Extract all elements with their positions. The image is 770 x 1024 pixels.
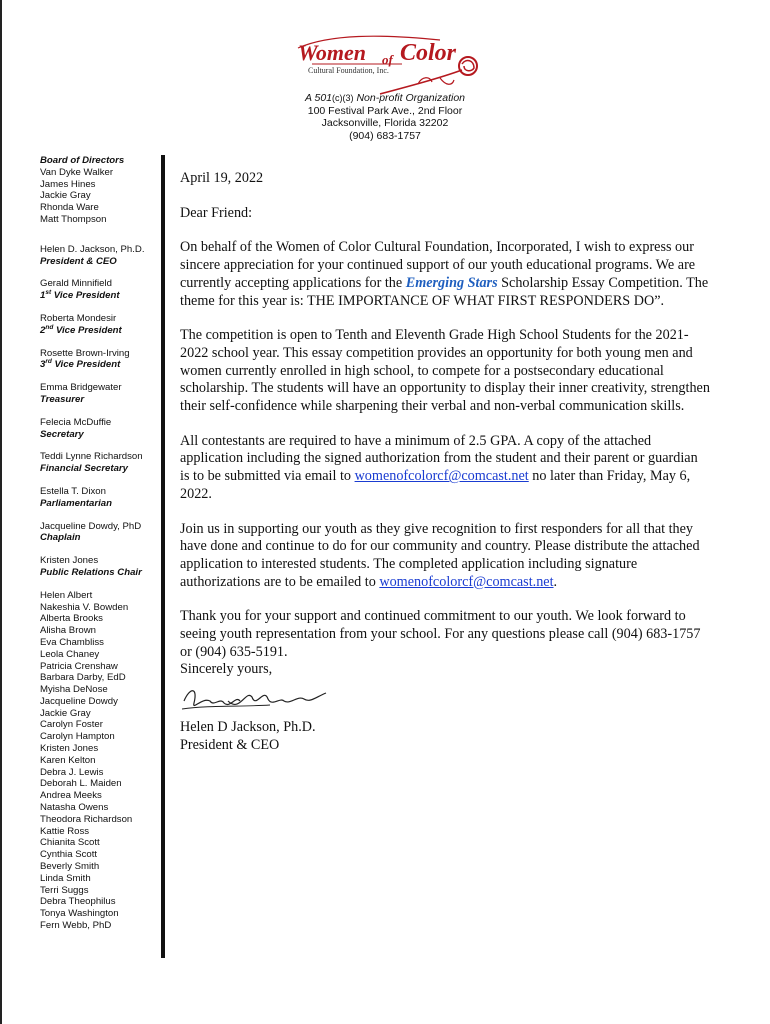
email-link[interactable]: womenofcolorcf@comcast.net: [354, 468, 529, 485]
officer: [40, 313, 162, 337]
officer-name: Emma Bridgewater: [40, 382, 122, 394]
paragraph-1: On behalf of the Women of Color Cultural Foundation, Incorporated, I wish to express our sincere appreciation for your continued support of our youth educational programs. We are currently accepting applications for the Emerging Stars Scholarship Essay Competition. The theme for this year is: THE IMPORTANCE OF WHAT FIRST RESPONDERS DO”.: [180, 239, 709, 309]
member-name: Alberta Brooks: [40, 613, 103, 625]
officer-name: Helen D. Jackson, Ph.D.: [40, 243, 145, 255]
member-name: Beverly Smith: [40, 861, 100, 873]
officer-role: Secretary: [40, 428, 84, 440]
member-name: Natasha Owens: [40, 802, 109, 814]
officer: [40, 417, 162, 441]
org-phone: (904) 683-1757: [349, 129, 421, 142]
salutation: Dear Friend:: [180, 204, 253, 221]
board-member: Rhonda Ware: [40, 202, 99, 214]
officer-name: Felecia McDuffie: [40, 416, 112, 428]
member-name: Debra Theophilus: [40, 896, 116, 908]
logo-subtitle: Cultural Foundation, Inc.: [308, 66, 389, 75]
paragraph-3: All contestants are required to have a minimum of 2.5 GPA. A copy of the attached application including the signed authorization from the student and their parent or guardian is to be submitted via email to womenofcolorcf@comcast.net no later than Friday, May 6, 2022.: [180, 432, 698, 502]
officer-role: Parliamentarian: [40, 497, 112, 509]
address-line-1: 100 Festival Park Ave., 2nd Floor: [307, 104, 463, 117]
member-name: Myisha DeNose: [40, 684, 108, 696]
emerging-stars-emphasis: Emerging Stars: [405, 274, 498, 291]
officer-role: 3rd Vice President: [40, 358, 121, 371]
officer: [40, 382, 162, 406]
officer-role: 1st Vice President: [40, 288, 120, 302]
page-edge-line: [0, 0, 2, 1024]
signer-name: Helen D Jackson, Ph.D.: [180, 719, 316, 736]
officer: [40, 521, 162, 545]
closing: Sincerely yours,: [180, 661, 273, 678]
officer: [40, 555, 162, 579]
email-link[interactable]: womenofcolorcf@comcast.net: [379, 573, 554, 590]
address-line-2: Jacksonville, Florida 32202: [321, 117, 449, 129]
logo-word-women: Women: [298, 40, 367, 65]
paragraph-4: Join us in supporting our youth as they give recognition to first responders for all that they have done and continue to do for our community and country. Please distribute the attached application to interested students. The completed application including signature authorizations are to be emailed to womenofcolorcf@comcast.net.: [180, 520, 700, 590]
member-name: Terri Suggs: [40, 884, 89, 896]
sidebar-divider: [161, 155, 165, 958]
member-name: Carolyn Hampton: [40, 731, 115, 743]
logo-word-color: Color: [400, 40, 457, 66]
member-name: Kristen Jones: [40, 743, 99, 755]
member-name: Barbara Darby, EdD: [40, 672, 126, 684]
officer-name: Estella T. Dixon: [40, 485, 106, 497]
member-name: Nakeshia V. Bowden: [40, 601, 129, 613]
member-name: Theodora Richardson: [40, 813, 133, 825]
member-name: Patricia Crenshaw: [40, 660, 118, 672]
board-heading: Board of Directors: [40, 155, 125, 166]
board-member: Van Dyke Walker: [40, 166, 114, 178]
logo-word-of: of: [382, 52, 393, 67]
officer-role: Treasurer: [40, 393, 85, 405]
officer: [40, 486, 162, 510]
letter-body: [180, 170, 710, 755]
member-name: Debra J. Lewis: [40, 766, 104, 778]
member-name: Cynthia Scott: [40, 849, 98, 861]
member-name: Andrea Meeks: [40, 790, 102, 802]
organization-info: [260, 92, 510, 142]
officer-name: Kristen Jones: [40, 555, 99, 567]
officer: [40, 451, 162, 475]
signature-image: [180, 679, 330, 719]
member-name: Fern Webb, PhD: [40, 920, 112, 932]
paragraph-2: The competition is open to Tenth and Eleventh Grade High School Students for the 2021-2022 school year. This essay competition provides an opportunity for both young men and women currently enrolled in high school, to compete for a postsecondary educational scholarship. The students will have an opportunity to display their inner creativity, strengthen their self-confidence while sharpening their verbal and non-verbal communication skills.: [180, 327, 710, 415]
officer: [40, 244, 162, 268]
board-list: [40, 167, 162, 226]
officer-name: Teddi Lynne Richardson: [40, 451, 143, 463]
member-name: Karen Kelton: [40, 754, 96, 766]
officer-name: Rosette Brown-Irving: [40, 347, 130, 359]
member-name: Tonya Washington: [40, 908, 119, 920]
member-name: Leola Chaney: [40, 648, 100, 660]
member-name: Helen Albert: [40, 589, 93, 601]
member-name: Jackie Gray: [40, 707, 91, 719]
officer-role: President & CEO: [40, 255, 117, 267]
board-member: Jackie Gray: [40, 190, 91, 202]
board-sidebar: [40, 155, 162, 932]
member-name: Eva Chambliss: [40, 636, 104, 648]
member-name: Carolyn Foster: [40, 719, 103, 731]
officer: [40, 348, 162, 372]
member-name: Jacqueline Dowdy: [40, 695, 118, 707]
board-member: James Hines: [40, 178, 96, 190]
letter-date: April 19, 2022: [180, 170, 264, 186]
nonprofit-status: A 501(c)(3) Non-profit Organization: [304, 92, 466, 104]
officer-role: Chaplain: [40, 532, 81, 544]
officer-role: 2nd Vice President: [40, 323, 122, 336]
paragraph-5: Thank you for your support and continued commitment to our youth. We look forward to seeing youth representation from your school. For any questions please call (904) 683-1757 or (904) 635-5191.: [180, 608, 701, 660]
officer-name: Jacqueline Dowdy, PhD: [40, 520, 142, 532]
signer-title: President & CEO: [180, 736, 280, 753]
officer-role: Public Relations Chair: [40, 566, 142, 578]
member-name: Chianita Scott: [40, 837, 100, 849]
officer-role: Financial Secretary: [40, 463, 128, 475]
member-list: [40, 590, 162, 932]
member-name: Kattie Ross: [40, 825, 90, 837]
officer: [40, 278, 162, 302]
board-member: Matt Thompson: [40, 213, 107, 225]
officer-name: Gerald Minnifield: [40, 278, 112, 290]
officer-name: Roberta Mondesir: [40, 312, 117, 324]
member-name: Linda Smith: [40, 872, 91, 884]
member-name: Alisha Brown: [40, 625, 96, 637]
member-name: Deborah L. Maiden: [40, 778, 122, 790]
